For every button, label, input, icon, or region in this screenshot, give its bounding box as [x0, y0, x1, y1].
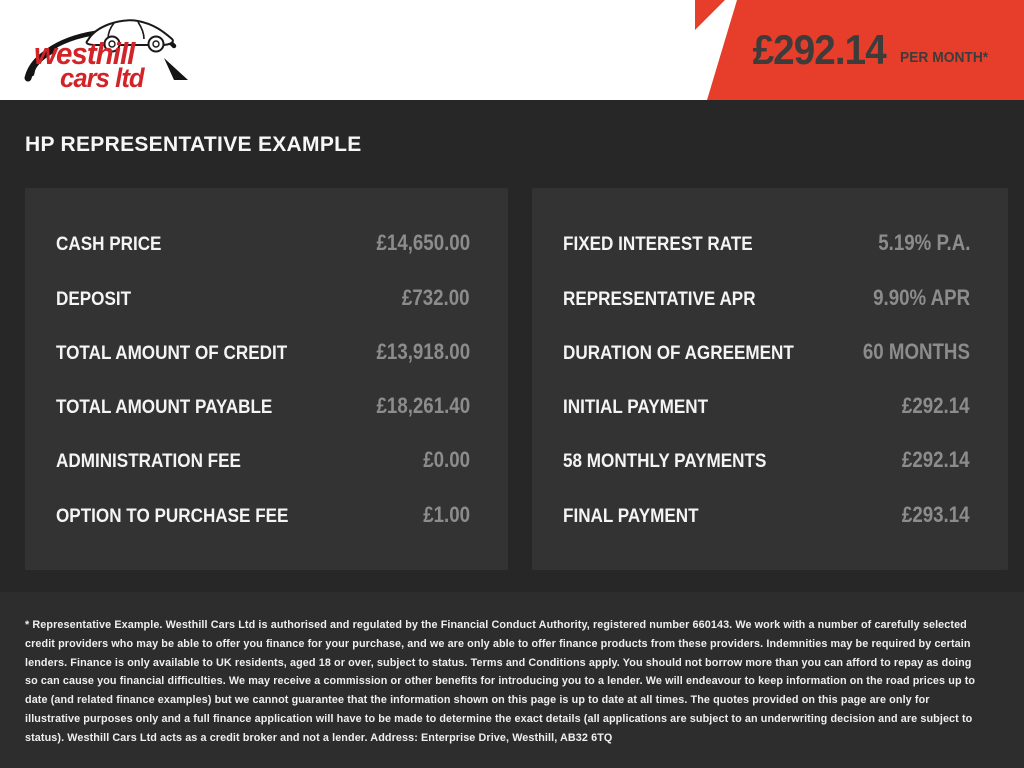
table-row	[25, 447, 508, 473]
row-label: OPTION TO PURCHASE FEE	[56, 505, 289, 527]
row-value: £13,918.00	[376, 338, 470, 364]
page-title: HP REPRESENTATIVE EXAMPLE	[25, 133, 362, 156]
row-value: £18,261.40	[376, 393, 470, 419]
monthly-price-banner	[696, 0, 996, 100]
row-label: TOTAL AMOUNT OF CREDIT	[56, 342, 288, 364]
table-row	[532, 285, 1008, 311]
row-label: FINAL PAYMENT	[563, 505, 699, 527]
monthly-price-suffix: PER MONTH*	[900, 48, 989, 66]
table-row	[25, 502, 508, 528]
header-bar	[0, 0, 1024, 100]
row-value: £293.14	[902, 501, 970, 527]
row-label: DEPOSIT	[56, 288, 132, 310]
logo-text-cars-ltd: cars ltd	[60, 63, 144, 93]
row-value: £0.00	[423, 447, 470, 473]
table-row	[532, 339, 1008, 365]
row-value: £1.00	[423, 501, 470, 527]
row-value: £292.14	[902, 447, 970, 473]
table-row	[25, 230, 508, 256]
finance-example-section	[0, 100, 1024, 592]
row-label: CASH PRICE	[56, 234, 162, 256]
row-value: 5.19% P.A.	[877, 230, 970, 256]
table-row	[532, 230, 1008, 256]
row-value: £292.14	[902, 393, 970, 419]
legal-disclaimer: * Representative Example. Westhill Cars Ltd is authorised and regulated by the Financial Conduct Authority, registered number 660143. We work with a number of carefully selected credit providers who may be able to offer you finance for your purchase, and we are only able to offer finance products from these providers. Indemnities may be required by certain lenders. Finance is only available to UK residents, aged 18 or over, subject to status. Terms and Conditions apply. You should not borrow more than you can afford to repay as doing so can cause you financial difficulties. We may receive a commission or other benefits for introducing you to a lender. We will endeavour to keep information on the road prices up to date (and related finance examples) but we cannot guarantee that the information shown on this page is up to date at all times. The quotes provided on this page are only for illustrative purposes only and a full finance application will have to be made to determine the exact details (all applications are subject to an underwriting decision and are subject to status). Westhill Cars Ltd acts as a credit broker and not a lender. Address: Enterprise Drive, Westhill, AB32 6TQ	[25, 619, 976, 744]
table-row	[532, 393, 1008, 419]
row-label: ADMINISTRATION FEE	[56, 451, 241, 473]
footer-section	[0, 592, 1024, 768]
table-row	[532, 502, 1008, 528]
row-value: 9.90% APR	[872, 284, 970, 310]
finance-panel-right	[532, 188, 1008, 570]
row-label: DURATION OF AGREEMENT	[563, 342, 794, 364]
row-label: REPRESENTATIVE APR	[563, 288, 756, 310]
row-value: £14,650.00	[376, 230, 470, 256]
table-row	[532, 447, 1008, 473]
row-value: 60 MONTHS	[862, 338, 970, 364]
table-row	[25, 339, 508, 365]
row-value: £732.00	[402, 284, 470, 310]
finance-panel-left	[25, 188, 508, 570]
monthly-price: £292.14	[752, 26, 887, 73]
row-label: INITIAL PAYMENT	[563, 397, 709, 419]
dealer-logo	[22, 6, 207, 96]
row-label: 58 MONTHLY PAYMENTS	[563, 451, 767, 473]
table-row	[25, 393, 508, 419]
row-label: TOTAL AMOUNT PAYABLE	[56, 397, 273, 419]
table-row	[25, 285, 508, 311]
row-label: FIXED INTEREST RATE	[563, 234, 753, 256]
logo-text-westhill: westhill	[34, 36, 135, 71]
